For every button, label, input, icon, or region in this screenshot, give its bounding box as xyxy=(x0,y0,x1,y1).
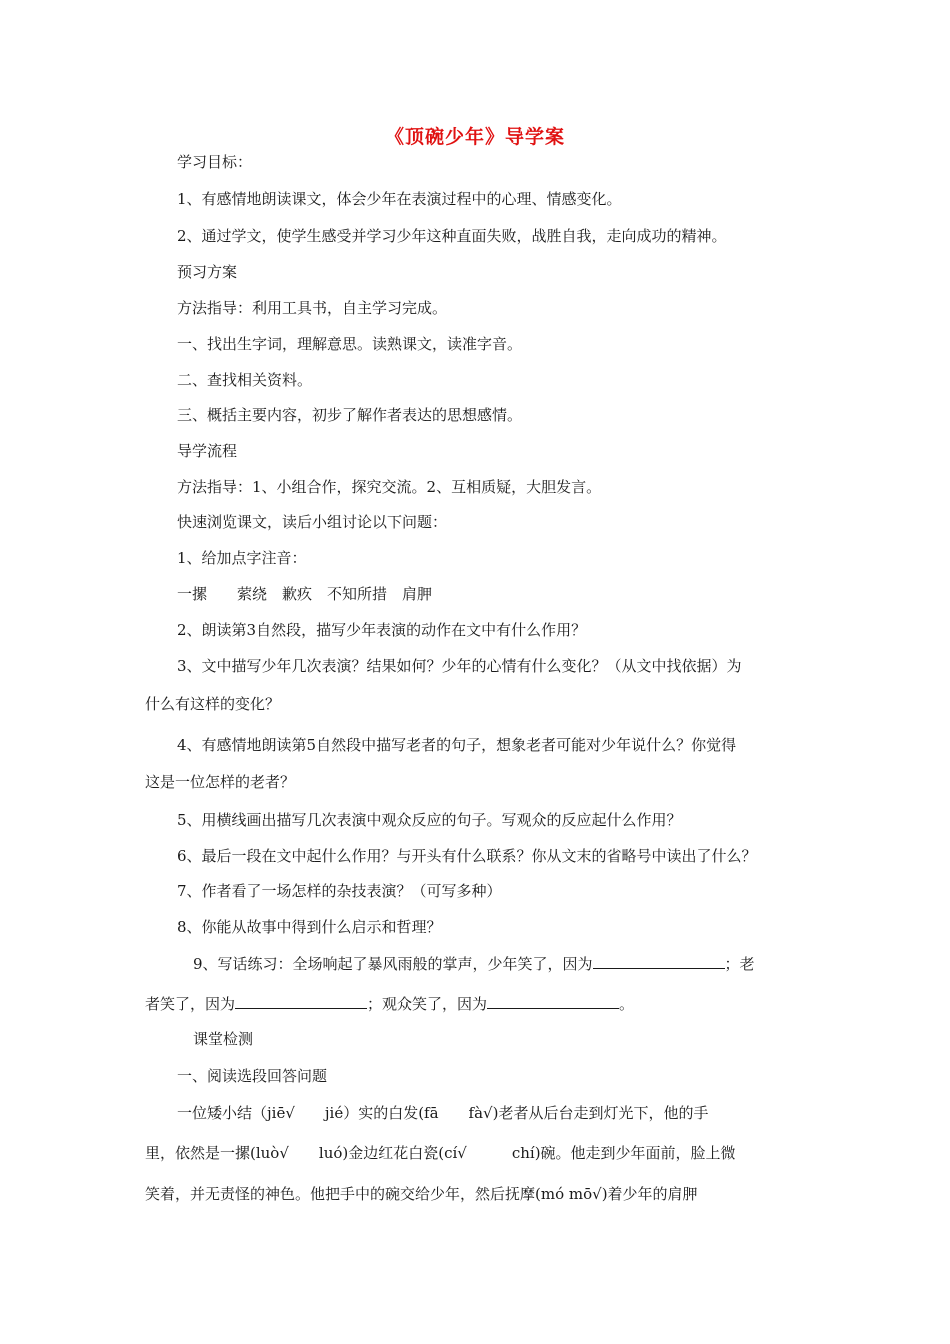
reading-paragraph-line: 里，依然是一摞(luò√ luó)金边红花白瓷(cí√ chí)碗。他走到少年面前，脸上微 xyxy=(145,1144,736,1162)
question-9-text: 9、写话练习：全场响起了暴风雨般的掌声，少年笑了，因为 xyxy=(193,955,593,973)
question-9-end: 。 xyxy=(619,995,635,1013)
question-9-separator-b: ；观众笑了，因为 xyxy=(367,995,488,1013)
answer-blank[interactable] xyxy=(593,954,725,969)
pinyin-words: 一摞 萦绕 歉疚 不知所措 肩胛 xyxy=(177,585,433,603)
preview-item: 一、找出生字词，理解意思。读熟课文，读准字音。 xyxy=(177,335,523,353)
question-1: 1、给加点字注音： xyxy=(177,549,307,567)
question-3: 3、文中描写少年几次表演？结果如何？少年的心情有什么变化？（从文中找依据）为 xyxy=(177,657,742,675)
question-5: 5、用横线画出描写几次表演中观众反应的句子。写观众的反应起什么作用？ xyxy=(177,811,682,829)
preview-item: 二、查找相关资料。 xyxy=(177,371,313,389)
objective-item: 1、有感情地朗读课文，体会少年在表演过程中的心理、情感变化。 xyxy=(177,190,622,208)
question-9 xyxy=(193,954,755,974)
question-4-continued: 这是一位怎样的老者？ xyxy=(145,773,296,791)
preview-heading: 预习方案 xyxy=(177,263,238,281)
preview-item: 三、概括主要内容，初步了解作者表达的思想感情。 xyxy=(177,406,523,424)
reading-paragraph-line: 笑着，并无责怪的神色。他把手中的碗交给少年，然后抚摩(mó mō√)着少年的肩胛 xyxy=(145,1185,698,1203)
classcheck-subheading: 一、阅读选段回答问题 xyxy=(177,1067,328,1085)
question-9-text-b: 者笑了，因为 xyxy=(145,995,236,1013)
answer-blank[interactable] xyxy=(487,994,619,1009)
objective-item: 2、通过学文，使学生感受并学习少年这种直面失败，战胜自我，走向成功的精神。 xyxy=(177,227,727,245)
objectives-heading: 学习目标： xyxy=(177,153,253,171)
classcheck-heading: 课堂检测 xyxy=(193,1030,254,1048)
process-intro: 快速浏览课文，读后小组讨论以下问题： xyxy=(177,513,448,531)
preview-method: 方法指导：利用工具书，自主学习完成。 xyxy=(177,299,448,317)
process-heading: 导学流程 xyxy=(177,442,238,460)
question-4: 4、有感情地朗读第5自然段中描写老者的句子，想象老者可能对少年说什么？你觉得 xyxy=(177,736,737,754)
reading-paragraph-line: 一位矮小结（jiē√ jié）实的白发(fā fà√)老者从后台走到灯光下，他的手 xyxy=(177,1104,709,1122)
question-8: 8、你能从故事中得到什么启示和哲理？ xyxy=(177,918,442,936)
answer-blank[interactable] xyxy=(235,994,367,1009)
question-9-separator: ；老 xyxy=(724,955,755,973)
question-6: 6、最后一段在文中起什么作用？与开头有什么联系？你从文末的省略号中读出了什么？ xyxy=(177,847,757,865)
process-method: 方法指导：1、小组合作，探究交流。2、互相质疑，大胆发言。 xyxy=(177,478,602,496)
question-3-continued: 什么有这样的变化？ xyxy=(145,695,281,713)
question-2: 2、朗读第3自然段，描写少年表演的动作在文中有什么作用？ xyxy=(177,621,587,639)
question-7: 7、作者看了一场怎样的杂技表演？（可写多种） xyxy=(177,882,502,900)
page-title: 《顶碗少年》导学案 xyxy=(384,126,565,148)
question-9-continued xyxy=(145,994,634,1014)
